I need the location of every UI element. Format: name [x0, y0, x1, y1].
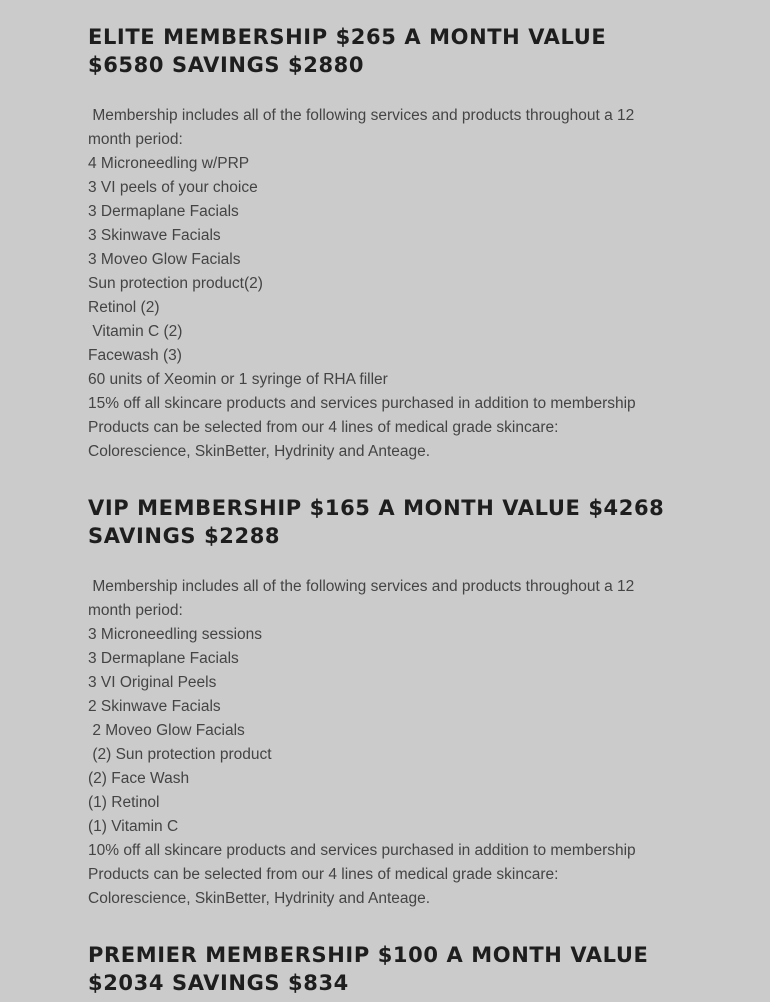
elite-item-vi-peels: 3 VI peels of your choice: [88, 179, 258, 196]
vip-item-microneedling: 3 Microneedling sessions: [88, 626, 263, 643]
elite-products-text: Products can be selected from our 4 lines of medical grade skincare: Colorescience, SkinBetter, Hydrinity and Anteage.: [88, 419, 563, 460]
vip-item-retinol: (1) Retinol: [88, 794, 160, 811]
elite-membership-heading: ELITE MEMBERSHIP $265 A MONTH VALUE $6580 SAVINGS $2880: [88, 25, 607, 77]
vip-item-sun-protection: (2) Sun protection product: [88, 746, 272, 763]
elite-intro-text: Membership includes all of the following services and products throughout a 12 month period:: [88, 107, 639, 148]
vip-item-skinwave: 2 Skinwave Facials: [88, 698, 221, 715]
elite-membership-section: [88, 23, 688, 464]
vip-membership-section: [88, 494, 688, 911]
vip-membership-heading: VIP MEMBERSHIP $165 A MONTH VALUE $4268 SAVINGS $2288: [88, 496, 665, 548]
elite-item-vitamin-c: Vitamin C (2): [88, 323, 183, 340]
elite-item-moveo-glow: 3 Moveo Glow Facials: [88, 251, 241, 268]
elite-item-dermaplane: 3 Dermaplane Facials: [88, 203, 239, 220]
vip-discount-text: 10% off all skincare products and services purchased in addition to membership: [88, 842, 636, 859]
vip-membership-details: [88, 575, 658, 911]
elite-item-retinol: Retinol (2): [88, 299, 160, 316]
vip-item-face-wash: (2) Face Wash: [88, 770, 190, 787]
premier-membership-section: [88, 941, 688, 997]
elite-item-microneedling: 4 Microneedling w/PRP: [88, 155, 250, 172]
elite-item-sun-protection: Sun protection product(2): [88, 275, 263, 292]
elite-item-skinwave: 3 Skinwave Facials: [88, 227, 221, 244]
elite-membership-details: [88, 104, 658, 464]
elite-item-facewash: Facewash (3): [88, 347, 182, 364]
vip-intro-text: Membership includes all of the following services and products throughout a 12 month period:: [88, 578, 639, 619]
vip-products-text: Products can be selected from our 4 lines of medical grade skincare: Colorescience, SkinBetter, Hydrinity and Anteage.: [88, 866, 563, 907]
vip-item-vi-peels: 3 VI Original Peels: [88, 674, 217, 691]
elite-discount-text: 15% off all skincare products and services purchased in addition to membership: [88, 395, 636, 412]
elite-item-xeomin-filler: 60 units of Xeomin or 1 syringe of RHA filler: [88, 371, 388, 388]
vip-item-moveo-glow: 2 Moveo Glow Facials: [88, 722, 245, 739]
premier-membership-heading: PREMIER MEMBERSHIP $100 A MONTH VALUE $2034 SAVINGS $834: [88, 943, 649, 995]
vip-item-dermaplane: 3 Dermaplane Facials: [88, 650, 239, 667]
vip-item-vitamin-c: (1) Vitamin C: [88, 818, 179, 835]
